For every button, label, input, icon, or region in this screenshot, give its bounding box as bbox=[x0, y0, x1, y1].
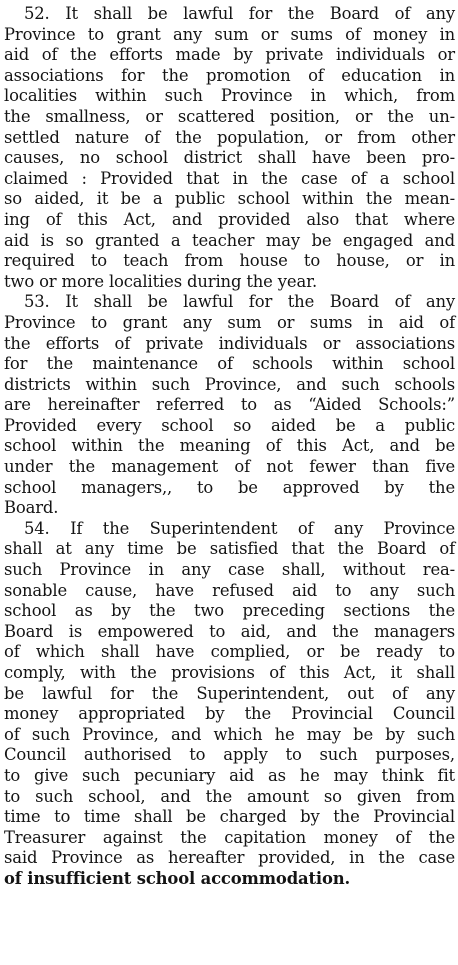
text-line: school as by the two preceding sections the bbox=[4, 601, 455, 621]
text-line: said Province as hereafter provided, in the case bbox=[4, 848, 455, 868]
text-line: school within the meaning of this Act, and be bbox=[4, 436, 455, 456]
text-line: the smallness, or scattered position, or the un- bbox=[4, 106, 455, 126]
text-line: under the management of not fewer than five bbox=[4, 457, 455, 477]
text-line: to give such pecuniary aid as he may think fit bbox=[4, 765, 455, 785]
text-line: settled nature of the population, or from other bbox=[4, 127, 455, 147]
text-line: Board. bbox=[4, 498, 59, 518]
text-line: money appropriated by the Provincial Council bbox=[4, 704, 455, 724]
text-line: causes, no school district shall have been pro- bbox=[4, 148, 455, 168]
text-line: Province to grant any sum or sums in aid of bbox=[4, 312, 455, 332]
text-line: two or more localities during the year. bbox=[4, 271, 318, 291]
text-line: 52. It shall be lawful for the Board of any bbox=[24, 4, 455, 23]
text-line: school managers,, to be approved by the bbox=[4, 477, 455, 497]
text-line: sonable cause, have refused aid to any such bbox=[4, 580, 455, 600]
text-line: of insufficient school accommodation. bbox=[4, 868, 351, 888]
text-line: associations for the promotion of education in bbox=[4, 65, 455, 85]
text-line: are hereinafter referred to as “Aided Schools:” bbox=[4, 395, 455, 415]
text-line: such Province in any case shall, without rea- bbox=[4, 560, 455, 580]
text-line: Council authorised to apply to such purposes, bbox=[4, 745, 455, 765]
text-line: the efforts of private individuals or associations bbox=[4, 333, 455, 353]
text-line: Board is empowered to aid, and the managers bbox=[4, 621, 455, 641]
text-line: Province to grant any sum or sums of money in bbox=[4, 24, 455, 44]
text-line: comply, with the provisions of this Act, it shall bbox=[4, 663, 455, 682]
text-line: districts within such Province, and such schools bbox=[4, 374, 455, 394]
text-line: 53. It shall be lawful for the Board of any bbox=[24, 292, 455, 312]
text-line: of which shall have complied, or be ready to bbox=[4, 642, 455, 662]
text-line: Treasurer against the capitation money of the bbox=[4, 827, 455, 847]
text-line: to such school, and the amount so given from bbox=[4, 786, 455, 806]
text-line: of such Province, and which he may be by such bbox=[4, 724, 455, 744]
text-line: be lawful for the Superintendent, out of any bbox=[4, 683, 455, 703]
text-line: aid of the efforts made by private individuals or bbox=[4, 45, 455, 65]
text-line: for the maintenance of schools within school bbox=[4, 354, 455, 374]
section-52 bbox=[4, 4, 455, 292]
section-54 bbox=[4, 519, 455, 890]
text-line: aid is so granted a teacher may be engaged and bbox=[4, 230, 455, 250]
text-line: claimed : Provided that in the case of a school bbox=[4, 168, 455, 188]
text-line: ing of this Act, and provided also that where bbox=[4, 209, 455, 229]
text-line: localities within such Province in which, from bbox=[4, 86, 455, 106]
text-line: so aided, it be a public school within the mean- bbox=[4, 189, 455, 209]
text-line: required to teach from house to house, or in bbox=[4, 251, 455, 271]
section-53 bbox=[4, 292, 455, 519]
text-line: time to time shall be charged by the Provincial bbox=[4, 807, 455, 827]
text-line: Provided every school so aided be a public bbox=[4, 415, 455, 435]
text-line: shall at any time be satisfied that the Board of bbox=[4, 539, 455, 559]
text-line: 54. If the Superintendent of any Province bbox=[24, 518, 455, 538]
